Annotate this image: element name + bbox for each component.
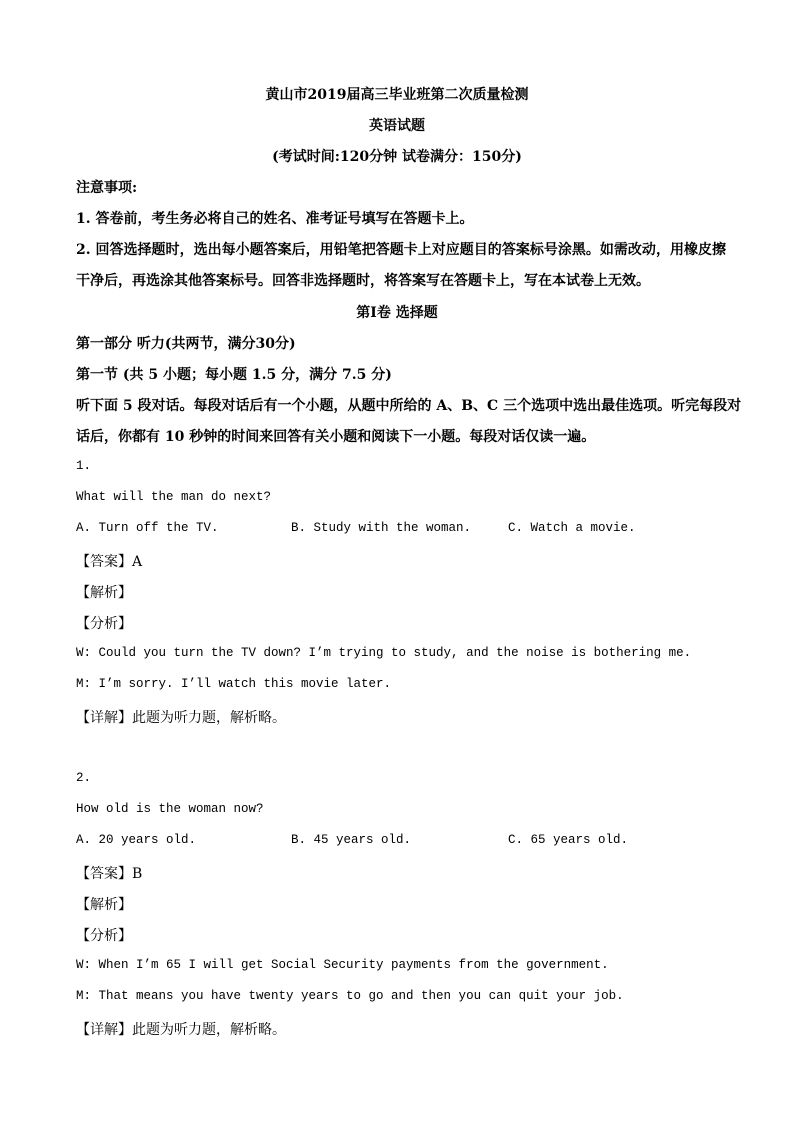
dialogue-line: M: I’m sorry. I’ll watch this movie later. [76, 677, 392, 691]
part1-heading: 第一部分 听力(共两节，满分30分) [76, 336, 296, 352]
volume-title: 第Ⅰ卷 选择题 [356, 305, 438, 321]
question-number: 1. [76, 459, 92, 473]
answer-label: 【答案】A [76, 554, 143, 570]
question-text: What will the man do next? [76, 490, 272, 504]
option-c: C. Watch a movie. [508, 521, 636, 535]
analysis-label: 【解析】 [76, 897, 132, 913]
analysis-label: 【解析】 [76, 585, 132, 601]
option-c: C. 65 years old. [508, 833, 629, 847]
exam-title: 黄山市2019届高三毕业班第二次质量检测 [265, 87, 529, 103]
fenxi-label: 【分析】 [76, 928, 132, 944]
notice-heading: 注意事项: [76, 180, 138, 196]
dialogue-line: M: That means you have twenty years to go and then you can quit your job. [76, 989, 624, 1003]
question-number: 2. [76, 771, 92, 785]
fenxi-label: 【分析】 [76, 616, 132, 632]
instruction-line-2: 话后，你都有 10 秒钟的时间来回答有关小题和阅读下一小题。每段对话仅读一遍。 [76, 429, 596, 445]
notice-item-1: 1. 答卷前，考生务必将自己的姓名、准考证号填写在答题卡上。 [76, 211, 474, 227]
option-a: A. 20 years old. [76, 833, 197, 847]
instruction-line-1: 听下面 5 段对话。每段对话后有一个小题，从题中所给的 A、B、C 三个选项中选出最佳选项。听完每段对 [76, 398, 742, 414]
notice-item-2-line-1: 2. 回答选择题时，选出每小题答案后，用铅笔把答题卡上对应题目的答案标号涂黑。如需改动，用橡皮擦 [76, 242, 726, 258]
exam-info: (考试时间:120分钟 试卷满分：150分) [272, 149, 522, 165]
dialogue-line: W: Could you turn the TV down? I’m trying to study, and the noise is bothering me. [76, 646, 692, 660]
subject-title: 英语试题 [369, 118, 425, 134]
section1-heading: 第一节 (共 5 小题；每小题 1.5 分，满分 7.5 分) [76, 367, 392, 383]
question-text: How old is the woman now? [76, 802, 264, 816]
detail-label: 【详解】此题为听力题，解析略。 [76, 1022, 286, 1038]
dialogue-line: W: When I’m 65 I will get Social Security payments from the government. [76, 958, 609, 972]
notice-item-2-line-2: 干净后，再选涂其他答案标号。回答非选择题时，将答案写在答题卡上，写在本试卷上无效。 [76, 273, 650, 289]
option-b: B. Study with the woman. [291, 521, 472, 535]
option-b: B. 45 years old. [291, 833, 412, 847]
answer-label: 【答案】B [76, 866, 143, 882]
option-a: A. Turn off the TV. [76, 521, 219, 535]
detail-label: 【详解】此题为听力题，解析略。 [76, 710, 286, 726]
